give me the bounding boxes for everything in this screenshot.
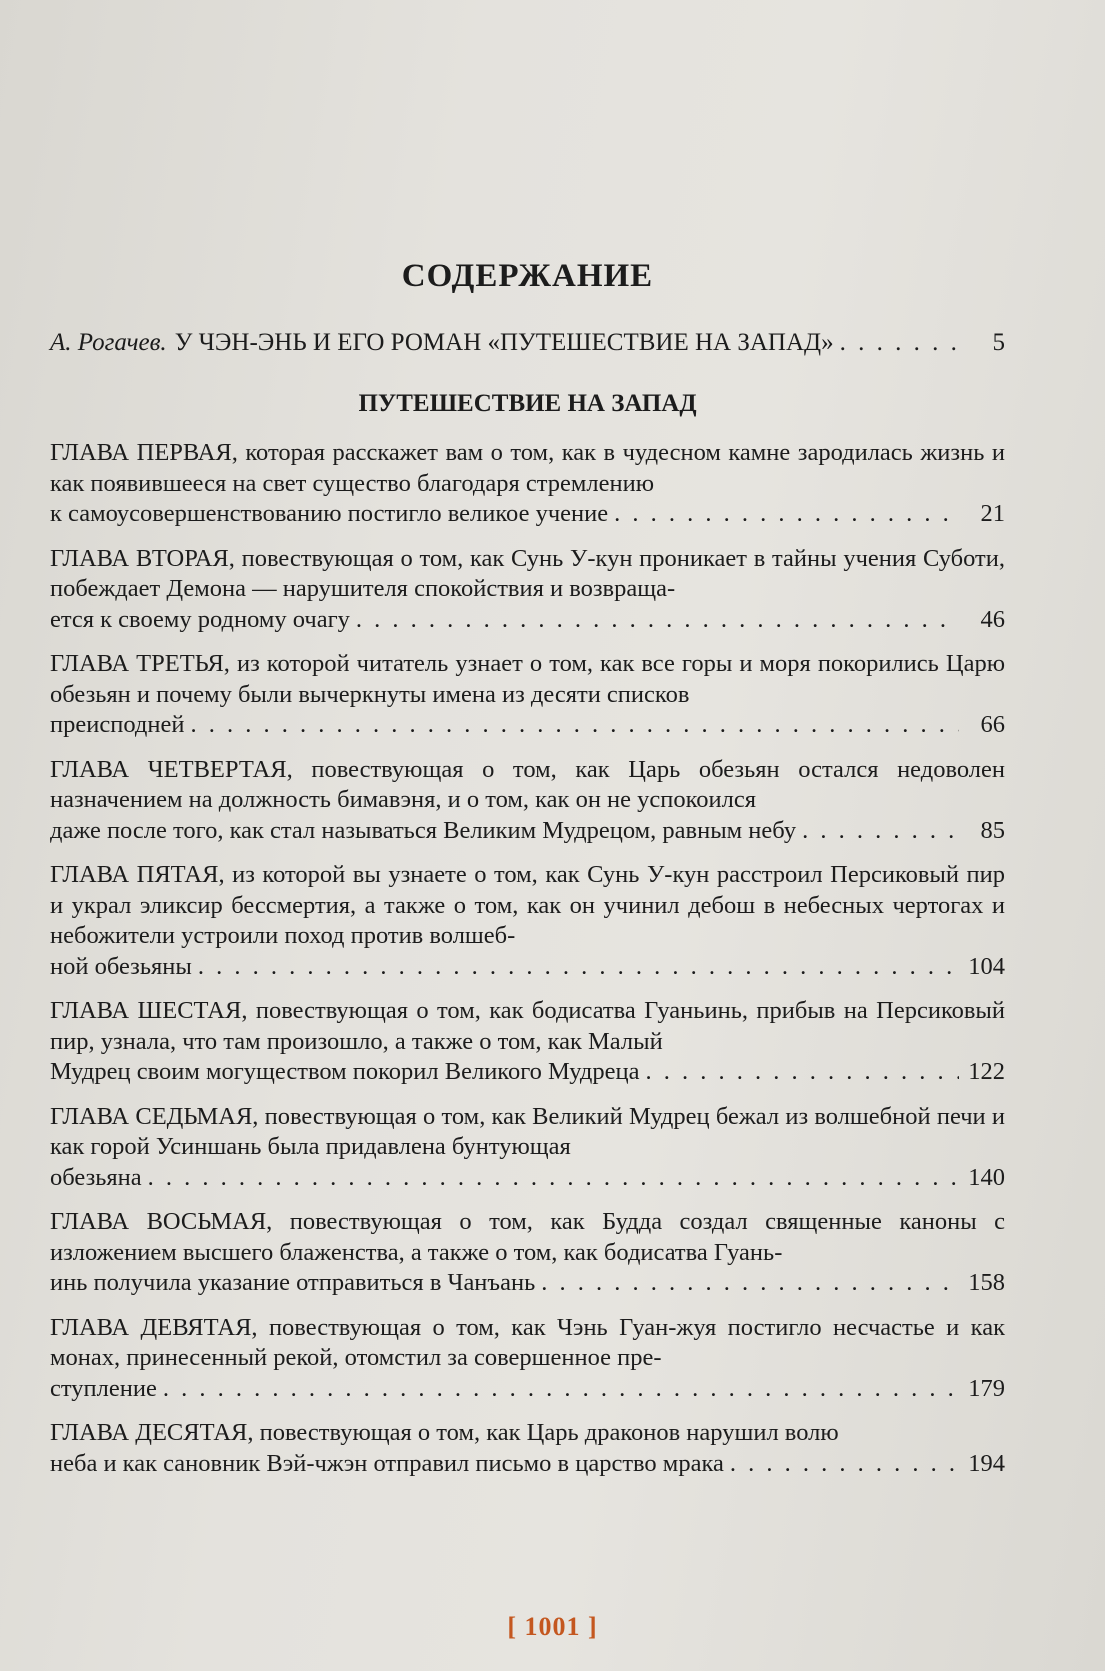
- dot-leader: [190, 710, 959, 741]
- chapter-page-number: 179: [968, 1374, 1005, 1402]
- dot-leader: [614, 499, 959, 530]
- dot-leader: [840, 326, 959, 360]
- toc-chapter-3[interactable]: [50, 649, 1005, 741]
- chapter-page-number: 122: [968, 1058, 1005, 1085]
- chapter-description: ГЛАВА ЧЕТВЕРТАЯ, повествующая о том, как Царь обезьян остался недоволен назначением на должность бимавэня, и о том, как он не успокоился: [50, 755, 1005, 813]
- intro-author: А. Рогачев.: [50, 329, 167, 356]
- chapter-page-number: 66: [980, 711, 1005, 738]
- chapter-description: ГЛАВА ДЕСЯТАЯ, повествующая о том, как Царь драконов нарушил волю: [50, 1419, 839, 1446]
- table-of-contents: [50, 256, 1005, 1493]
- chapter-list: [50, 438, 1005, 1479]
- chapter-description: ГЛАВА СЕДЬМАЯ, повествующая о том, как Великий Мудрец бежал из волшебной печи и как горой Усиншань была придавлена бунтующая: [50, 1102, 1005, 1160]
- toc-chapter-7[interactable]: [50, 1102, 1005, 1194]
- chapter-description-tail: ной обезьяны: [50, 952, 192, 980]
- chapter-description: ГЛАВА ДЕВЯТАЯ, повествующая о том, как Чэнь Гуан-жуя постигло несчастье и как монах, принесенный рекой, отомстил за совершенное пре-: [50, 1313, 1005, 1371]
- toc-chapter-1[interactable]: [50, 438, 1005, 530]
- chapter-page-number: 104: [968, 952, 1005, 980]
- chapter-description-tail: инь получила указание отправиться в Чанъань: [50, 1269, 536, 1296]
- chapter-description-tail: неба и как сановник Вэй-чжэн отправил письмо в царство мрака: [50, 1449, 724, 1477]
- dot-leader: [802, 816, 959, 847]
- chapter-description: ГЛАВА ТРЕТЬЯ, из которой читатель узнает о том, как все горы и моря покорились Царю обезьян и почему были вычеркнуты имена из десяти списков: [50, 650, 1005, 708]
- page-number-folio: [ 1001 ]: [507, 1612, 598, 1641]
- section-title: ПУТЕШЕСТВИЕ НА ЗАПАД: [358, 390, 697, 417]
- toc-chapter-5[interactable]: [50, 860, 1005, 982]
- toc-title: СОДЕРЖАНИЕ: [401, 258, 654, 294]
- intro-page-number: 5: [992, 329, 1005, 356]
- intro-title: У ЧЭН-ЭНЬ И ЕГО РОМАН «ПУТЕШЕСТВИЕ НА ЗАПАД»: [174, 329, 834, 356]
- dot-leader: [645, 1057, 959, 1088]
- chapter-page-number: 21: [980, 500, 1005, 527]
- chapter-description: ГЛАВА ВТОРАЯ, повествующая о том, как Сунь У-кун проникает в тайны учения Суботи, побеждает Демона — нарушителя спокойствия и возвраща-: [50, 544, 1005, 602]
- chapter-description: ГЛАВА ПЯТАЯ, из которой вы узнаете о том, как Сунь У-кун расстроил Персиковый пир и украл эликсир бессмертия, а также о том, как он учинил дебош в небесных чертогах и небожители устроили поход против волшеб-: [50, 861, 1005, 949]
- toc-chapter-2[interactable]: [50, 544, 1005, 636]
- chapter-description-tail: обезьяна: [50, 1163, 142, 1191]
- dot-leader: [198, 952, 959, 983]
- toc-chapter-8[interactable]: [50, 1207, 1005, 1299]
- chapter-description-tail: ступление: [50, 1374, 157, 1402]
- toc-chapter-4[interactable]: [50, 755, 1005, 847]
- chapter-page-number: 158: [968, 1269, 1005, 1296]
- chapter-description: ГЛАВА ВОСЬМАЯ, повествующая о том, как Будда создал священные каноны с изложением высшего блаженства, а также о том, как бодисатва Гуань-: [50, 1208, 1005, 1266]
- chapter-page-number: 85: [980, 816, 1005, 844]
- chapter-description-tail: к самоусовершенствованию постигло великое учение: [50, 500, 609, 527]
- toc-intro-entry[interactable]: [50, 326, 1005, 360]
- dot-leader: [541, 1268, 959, 1299]
- chapter-description-tail: преисподней: [50, 711, 185, 738]
- chapter-page-number: 194: [968, 1449, 1005, 1477]
- chapter-description: ГЛАВА ШЕСТАЯ, повествующая о том, как бодисатва Гуаньинь, прибыв на Персиковый пир, узнала, что там произошло, а также о том, как Малый: [50, 997, 1005, 1055]
- chapter-page-number: 46: [980, 605, 1005, 633]
- toc-chapter-9[interactable]: [50, 1313, 1005, 1405]
- dot-leader: [148, 1163, 959, 1194]
- dot-leader: [356, 605, 959, 636]
- chapter-page-number: 140: [968, 1163, 1005, 1191]
- chapter-description-tail: Мудрец своим могуществом покорил Великого Мудреца: [50, 1058, 640, 1085]
- toc-chapter-6[interactable]: [50, 996, 1005, 1088]
- dot-leader: [163, 1374, 959, 1405]
- toc-chapter-10[interactable]: [50, 1418, 1005, 1479]
- dot-leader: [730, 1449, 959, 1480]
- chapter-description: ГЛАВА ПЕРВАЯ, которая расскажет вам о том, как в чудесном камне зародилась жизнь и как появившееся на свет существо благодаря стремлению: [50, 439, 1005, 497]
- chapter-description-tail: даже после того, как стал называться Великим Мудрецом, равным небу: [50, 816, 797, 844]
- chapter-description-tail: ется к своему родному очагу: [50, 605, 350, 633]
